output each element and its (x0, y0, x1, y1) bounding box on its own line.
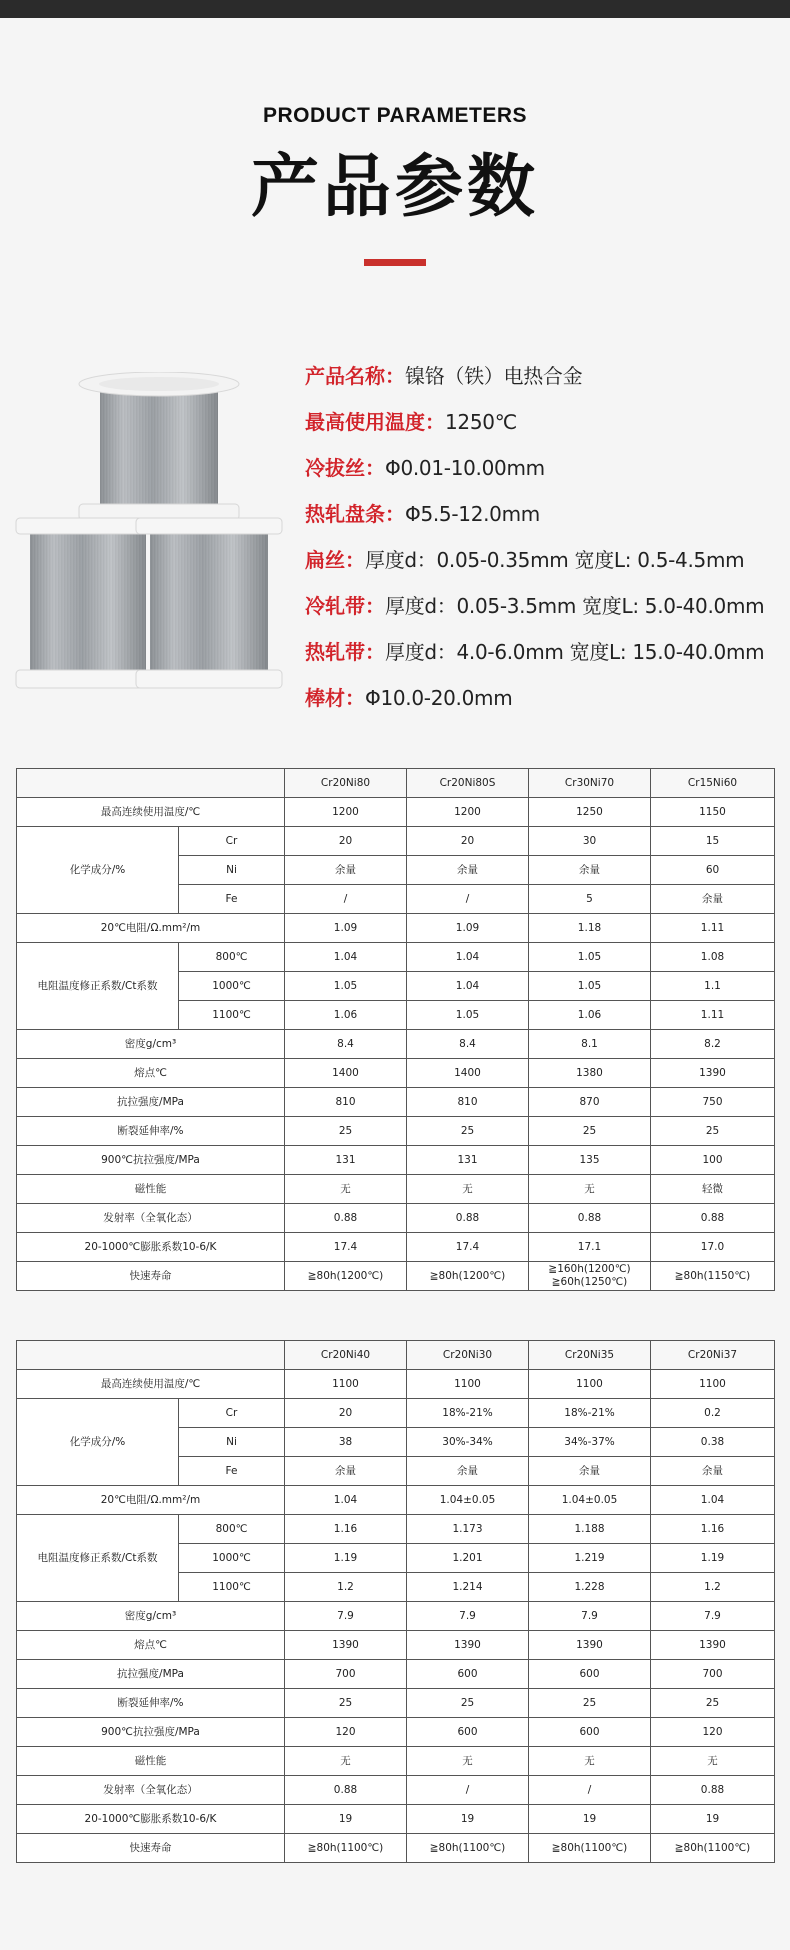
row-label: 20℃电阻/Ω.mm²/m (17, 914, 285, 943)
table-cell: 1.04 (407, 972, 529, 1001)
table-cell: 15 (651, 827, 775, 856)
param-row (305, 500, 785, 546)
table-cell: 无 (285, 1747, 407, 1776)
table-cell: 1.05 (529, 943, 651, 972)
table-cell: 30 (529, 827, 651, 856)
table-row (17, 1747, 775, 1776)
table-cell: 1250 (529, 798, 651, 827)
table-cell: 7.9 (407, 1602, 529, 1631)
table-cell: 1.08 (651, 943, 775, 972)
table-cell: 25 (407, 1689, 529, 1718)
table-cell: 余量 (651, 885, 775, 914)
table-cell: 25 (407, 1117, 529, 1146)
table-cell: 1.05 (285, 972, 407, 1001)
param-value: Φ0.01-10.00mm (385, 456, 545, 480)
param-value: 镍铬（铁）电热合金 (405, 364, 583, 388)
param-row (305, 454, 785, 500)
table-row (17, 1175, 775, 1204)
table-cell: 1.228 (529, 1573, 651, 1602)
spec-table-1 (16, 768, 775, 1291)
spec-table-2 (16, 1340, 775, 1863)
param-row (305, 546, 785, 592)
table-cell: 1400 (407, 1059, 529, 1088)
table-cell: 1100 (651, 1370, 775, 1399)
table-cell: ≧80h(1100℃) (529, 1834, 651, 1863)
table-cell: 20 (285, 827, 407, 856)
param-value: 厚度d：4.0-6.0mm 宽度L: 15.0-40.0mm (385, 640, 765, 664)
param-key: 热轧带： (305, 640, 385, 664)
row-label: 密度g/cm³ (17, 1030, 285, 1059)
param-row (305, 408, 785, 454)
row-label: 快速寿命 (17, 1262, 285, 1291)
row-label: 抗拉强度/MPa (17, 1088, 285, 1117)
table-cell: 1.06 (529, 1001, 651, 1030)
table-row (17, 1146, 775, 1175)
table-cell: 1.05 (529, 972, 651, 1001)
table-cell: ≧80h(1150℃) (651, 1262, 775, 1291)
table-row (17, 1631, 775, 1660)
spool-right (136, 518, 282, 688)
param-key: 热轧盘条： (305, 502, 405, 526)
table-cell: 1.09 (407, 914, 529, 943)
table-cell: 轻微 (651, 1175, 775, 1204)
table-cell: 19 (407, 1805, 529, 1834)
row-sublabel: Cr (179, 827, 285, 856)
row-label: 电阻温度修正系数/Ct系数 (17, 1515, 179, 1602)
param-key: 最高使用温度： (305, 410, 445, 434)
table-cell: 5 (529, 885, 651, 914)
table-row (17, 1776, 775, 1805)
table-row (17, 1117, 775, 1146)
table-cell: 0.88 (285, 1204, 407, 1233)
table-cell: / (407, 1776, 529, 1805)
table-cell: 20 (407, 827, 529, 856)
grade-header: Cr20Ni40 (285, 1341, 407, 1370)
row-label: 熔点℃ (17, 1631, 285, 1660)
row-label: 化学成分/% (17, 1399, 179, 1486)
row-label: 抗拉强度/MPa (17, 1660, 285, 1689)
table-cell: 余量 (529, 1457, 651, 1486)
grade-header: Cr20Ni30 (407, 1341, 529, 1370)
cell-line: ≧160h(1200℃) (548, 1263, 631, 1275)
table-cell: / (407, 885, 529, 914)
table-cell: 1380 (529, 1059, 651, 1088)
table-row (17, 1262, 775, 1291)
table-cell: 1.201 (407, 1544, 529, 1573)
table-cell: 1390 (651, 1059, 775, 1088)
table-cell: 1.19 (285, 1544, 407, 1573)
table-cell: ≧80h(1100℃) (651, 1834, 775, 1863)
table-row (17, 1233, 775, 1262)
row-sublabel: 1000℃ (179, 1544, 285, 1573)
table-cell: 700 (285, 1660, 407, 1689)
table-cell: 1200 (407, 798, 529, 827)
table-cell: 7.9 (285, 1602, 407, 1631)
table-cell: 1100 (529, 1370, 651, 1399)
table-cell: 1.06 (285, 1001, 407, 1030)
title-underline (364, 259, 426, 266)
table-cell: 19 (285, 1805, 407, 1834)
table-cell: 无 (285, 1175, 407, 1204)
table-row (17, 1088, 775, 1117)
param-value: 厚度d：0.05-3.5mm 宽度L: 5.0-40.0mm (385, 594, 765, 618)
table-cell: 19 (529, 1805, 651, 1834)
table-cell: 8.1 (529, 1030, 651, 1059)
table-row (17, 914, 775, 943)
table-cell: 810 (285, 1088, 407, 1117)
param-value: Φ10.0-20.0mm (365, 686, 513, 710)
table-cell: 0.88 (651, 1204, 775, 1233)
section-title-en: PRODUCT PARAMETERS (262, 104, 528, 127)
row-sublabel: Ni (179, 856, 285, 885)
table-cell: 600 (407, 1660, 529, 1689)
grade-header: Cr20Ni80 (285, 769, 407, 798)
table-cell: 17.4 (285, 1233, 407, 1262)
grade-header: Cr20Ni35 (529, 1341, 651, 1370)
table-cell: 1.05 (407, 1001, 529, 1030)
table-cell: 1.04 (285, 1486, 407, 1515)
table-cell: 8.4 (285, 1030, 407, 1059)
spool-top (79, 372, 239, 520)
table-cell: 870 (529, 1088, 651, 1117)
table-cell: 1.188 (529, 1515, 651, 1544)
table-cell: 1.04±0.05 (529, 1486, 651, 1515)
row-label: 20℃电阻/Ω.mm²/m (17, 1486, 285, 1515)
row-label: 900℃抗拉强度/MPa (17, 1718, 285, 1747)
table-cell: 7.9 (529, 1602, 651, 1631)
table-cell: 1.2 (285, 1573, 407, 1602)
param-key: 棒材： (305, 686, 365, 710)
table-row (17, 1059, 775, 1088)
param-row (305, 362, 785, 408)
table-cell: 20 (285, 1399, 407, 1428)
row-label: 快速寿命 (17, 1834, 285, 1863)
table-cell: 无 (407, 1175, 529, 1204)
table-cell: 120 (285, 1718, 407, 1747)
row-label: 20-1000℃膨胀系数10-6/K (17, 1233, 285, 1262)
table-cell: 0.88 (285, 1776, 407, 1805)
param-value: 1250℃ (445, 410, 517, 434)
row-label: 发射率（全氧化态） (17, 1204, 285, 1233)
table-cell: 余量 (529, 856, 651, 885)
table-row (17, 798, 775, 827)
row-sublabel: 800℃ (179, 1515, 285, 1544)
row-label: 最高连续使用温度/℃ (17, 1370, 285, 1399)
table-cell: 120 (651, 1718, 775, 1747)
param-value: 厚度d：0.05-0.35mm 宽度L: 0.5-4.5mm (365, 548, 745, 572)
grade-header: Cr20Ni80S (407, 769, 529, 798)
table-cell: 135 (529, 1146, 651, 1175)
table-row (17, 1689, 775, 1718)
row-sublabel: 1100℃ (179, 1573, 285, 1602)
table-cell: 无 (651, 1747, 775, 1776)
param-value: Φ5.5-12.0mm (405, 502, 540, 526)
table-row (17, 943, 775, 972)
table-cell: 1.18 (529, 914, 651, 943)
table-cell: 1.173 (407, 1515, 529, 1544)
param-key: 扁丝： (305, 548, 365, 572)
table-row (17, 1515, 775, 1544)
row-label: 化学成分/% (17, 827, 179, 914)
table-cell: 无 (529, 1747, 651, 1776)
table-cell: 余量 (285, 856, 407, 885)
table-cell: 余量 (407, 1457, 529, 1486)
table-cell: 1.09 (285, 914, 407, 943)
wire-spools-image (14, 372, 294, 722)
table-cell: 1390 (651, 1631, 775, 1660)
row-label: 磁性能 (17, 1747, 285, 1776)
table-row (17, 1660, 775, 1689)
table-cell: 8.4 (407, 1030, 529, 1059)
row-label: 熔点℃ (17, 1059, 285, 1088)
table-cell: 1390 (407, 1631, 529, 1660)
param-row (305, 684, 785, 730)
table-header-row (17, 769, 775, 798)
table-cell: 0.88 (651, 1776, 775, 1805)
table-cell: 25 (285, 1689, 407, 1718)
grade-header: Cr20Ni37 (651, 1341, 775, 1370)
row-label: 断裂延伸率/% (17, 1689, 285, 1718)
table-cell: 余量 (651, 1457, 775, 1486)
table-cell: 1100 (407, 1370, 529, 1399)
table-cell: 1150 (651, 798, 775, 827)
table-cell: 余量 (285, 1457, 407, 1486)
table-row (17, 1602, 775, 1631)
table-cell: ≧80h(1100℃) (407, 1834, 529, 1863)
table-cell: 700 (651, 1660, 775, 1689)
row-sublabel: Fe (179, 885, 285, 914)
table-row (17, 1834, 775, 1863)
section-title-cn: 产品参数 (250, 148, 539, 227)
spool-left (16, 518, 160, 688)
table-cell: 0.88 (407, 1204, 529, 1233)
param-key: 冷拔丝： (305, 456, 385, 480)
table-cell: 1200 (285, 798, 407, 827)
table-cell: 810 (407, 1088, 529, 1117)
table-cell: ≧80h(1200℃) (285, 1262, 407, 1291)
table-cell: 600 (407, 1718, 529, 1747)
table-cell: 1390 (529, 1631, 651, 1660)
table-header-row (17, 1341, 775, 1370)
table-cell: 25 (651, 1117, 775, 1146)
param-key: 冷轧带： (305, 594, 385, 618)
row-label: 磁性能 (17, 1175, 285, 1204)
table-cell: 0.38 (651, 1428, 775, 1457)
table-cell: 25 (529, 1689, 651, 1718)
row-label: 密度g/cm³ (17, 1602, 285, 1631)
table-cell: 1.214 (407, 1573, 529, 1602)
table-cell: ≧80h(1100℃) (285, 1834, 407, 1863)
table-cell: 1390 (285, 1631, 407, 1660)
table-cell: 1.04 (285, 943, 407, 972)
table-row (17, 827, 775, 856)
table-cell: / (285, 885, 407, 914)
row-label: 断裂延伸率/% (17, 1117, 285, 1146)
table-cell: / (529, 1776, 651, 1805)
row-label: 900℃抗拉强度/MPa (17, 1146, 285, 1175)
table-cell: 1.11 (651, 914, 775, 943)
grade-header: Cr15Ni60 (651, 769, 775, 798)
table-row (17, 1718, 775, 1747)
table-row (17, 1805, 775, 1834)
table-cell: 8.2 (651, 1030, 775, 1059)
table-cell: 1.219 (529, 1544, 651, 1573)
top-bar (0, 0, 790, 18)
table-cell: 100 (651, 1146, 775, 1175)
table-cell: 25 (651, 1689, 775, 1718)
table-cell: 1.19 (651, 1544, 775, 1573)
table-cell: 18%-21% (407, 1399, 529, 1428)
table-cell: ≧80h(1200℃) (407, 1262, 529, 1291)
cell-line: ≧60h(1250℃) (551, 1276, 628, 1288)
grade-header: Cr30Ni70 (529, 769, 651, 798)
row-sublabel: 800℃ (179, 943, 285, 972)
table-cell: 1.04±0.05 (407, 1486, 529, 1515)
table-cell: 1.2 (651, 1573, 775, 1602)
table-row (17, 1030, 775, 1059)
table-cell: 1.16 (285, 1515, 407, 1544)
table-cell: 17.1 (529, 1233, 651, 1262)
table-cell: 131 (285, 1146, 407, 1175)
table-cell: 18%-21% (529, 1399, 651, 1428)
table-cell: 7.9 (651, 1602, 775, 1631)
table-cell: 17.0 (651, 1233, 775, 1262)
table-cell: 25 (529, 1117, 651, 1146)
table-cell: 0.2 (651, 1399, 775, 1428)
table-cell: 25 (285, 1117, 407, 1146)
table-cell (529, 1262, 651, 1291)
table-cell: 131 (407, 1146, 529, 1175)
param-row (305, 638, 785, 684)
header-blank-cell (17, 1341, 285, 1370)
row-label: 20-1000℃膨胀系数10-6/K (17, 1805, 285, 1834)
table-cell: 30%-34% (407, 1428, 529, 1457)
row-sublabel: 1100℃ (179, 1001, 285, 1030)
row-sublabel: Cr (179, 1399, 285, 1428)
table-cell: 1.04 (651, 1486, 775, 1515)
table-cell: 无 (529, 1175, 651, 1204)
table-cell: 1100 (285, 1370, 407, 1399)
table-cell: 600 (529, 1718, 651, 1747)
table-cell: 1.11 (651, 1001, 775, 1030)
table-row (17, 1370, 775, 1399)
row-sublabel: Ni (179, 1428, 285, 1457)
table-cell: 1.04 (407, 943, 529, 972)
param-row (305, 592, 785, 638)
row-sublabel: 1000℃ (179, 972, 285, 1001)
table-cell: 0.88 (529, 1204, 651, 1233)
table-cell: 19 (651, 1805, 775, 1834)
table-cell: 余量 (407, 856, 529, 885)
table-cell: 无 (407, 1747, 529, 1776)
table-cell: 38 (285, 1428, 407, 1457)
header-blank-cell (17, 769, 285, 798)
table-cell: 1400 (285, 1059, 407, 1088)
table-cell: 1.16 (651, 1515, 775, 1544)
row-sublabel: Fe (179, 1457, 285, 1486)
row-label: 电阻温度修正系数/Ct系数 (17, 943, 179, 1030)
table-cell: 600 (529, 1660, 651, 1689)
param-key: 产品名称： (305, 364, 405, 388)
table-row (17, 1399, 775, 1428)
table-row (17, 1204, 775, 1233)
table-row (17, 1486, 775, 1515)
product-params (305, 362, 785, 730)
table-cell: 1.1 (651, 972, 775, 1001)
table-cell: 34%-37% (529, 1428, 651, 1457)
table-cell: 17.4 (407, 1233, 529, 1262)
table-cell: 750 (651, 1088, 775, 1117)
table-cell: 60 (651, 856, 775, 885)
row-label: 发射率（全氧化态） (17, 1776, 285, 1805)
row-label: 最高连续使用温度/℃ (17, 798, 285, 827)
